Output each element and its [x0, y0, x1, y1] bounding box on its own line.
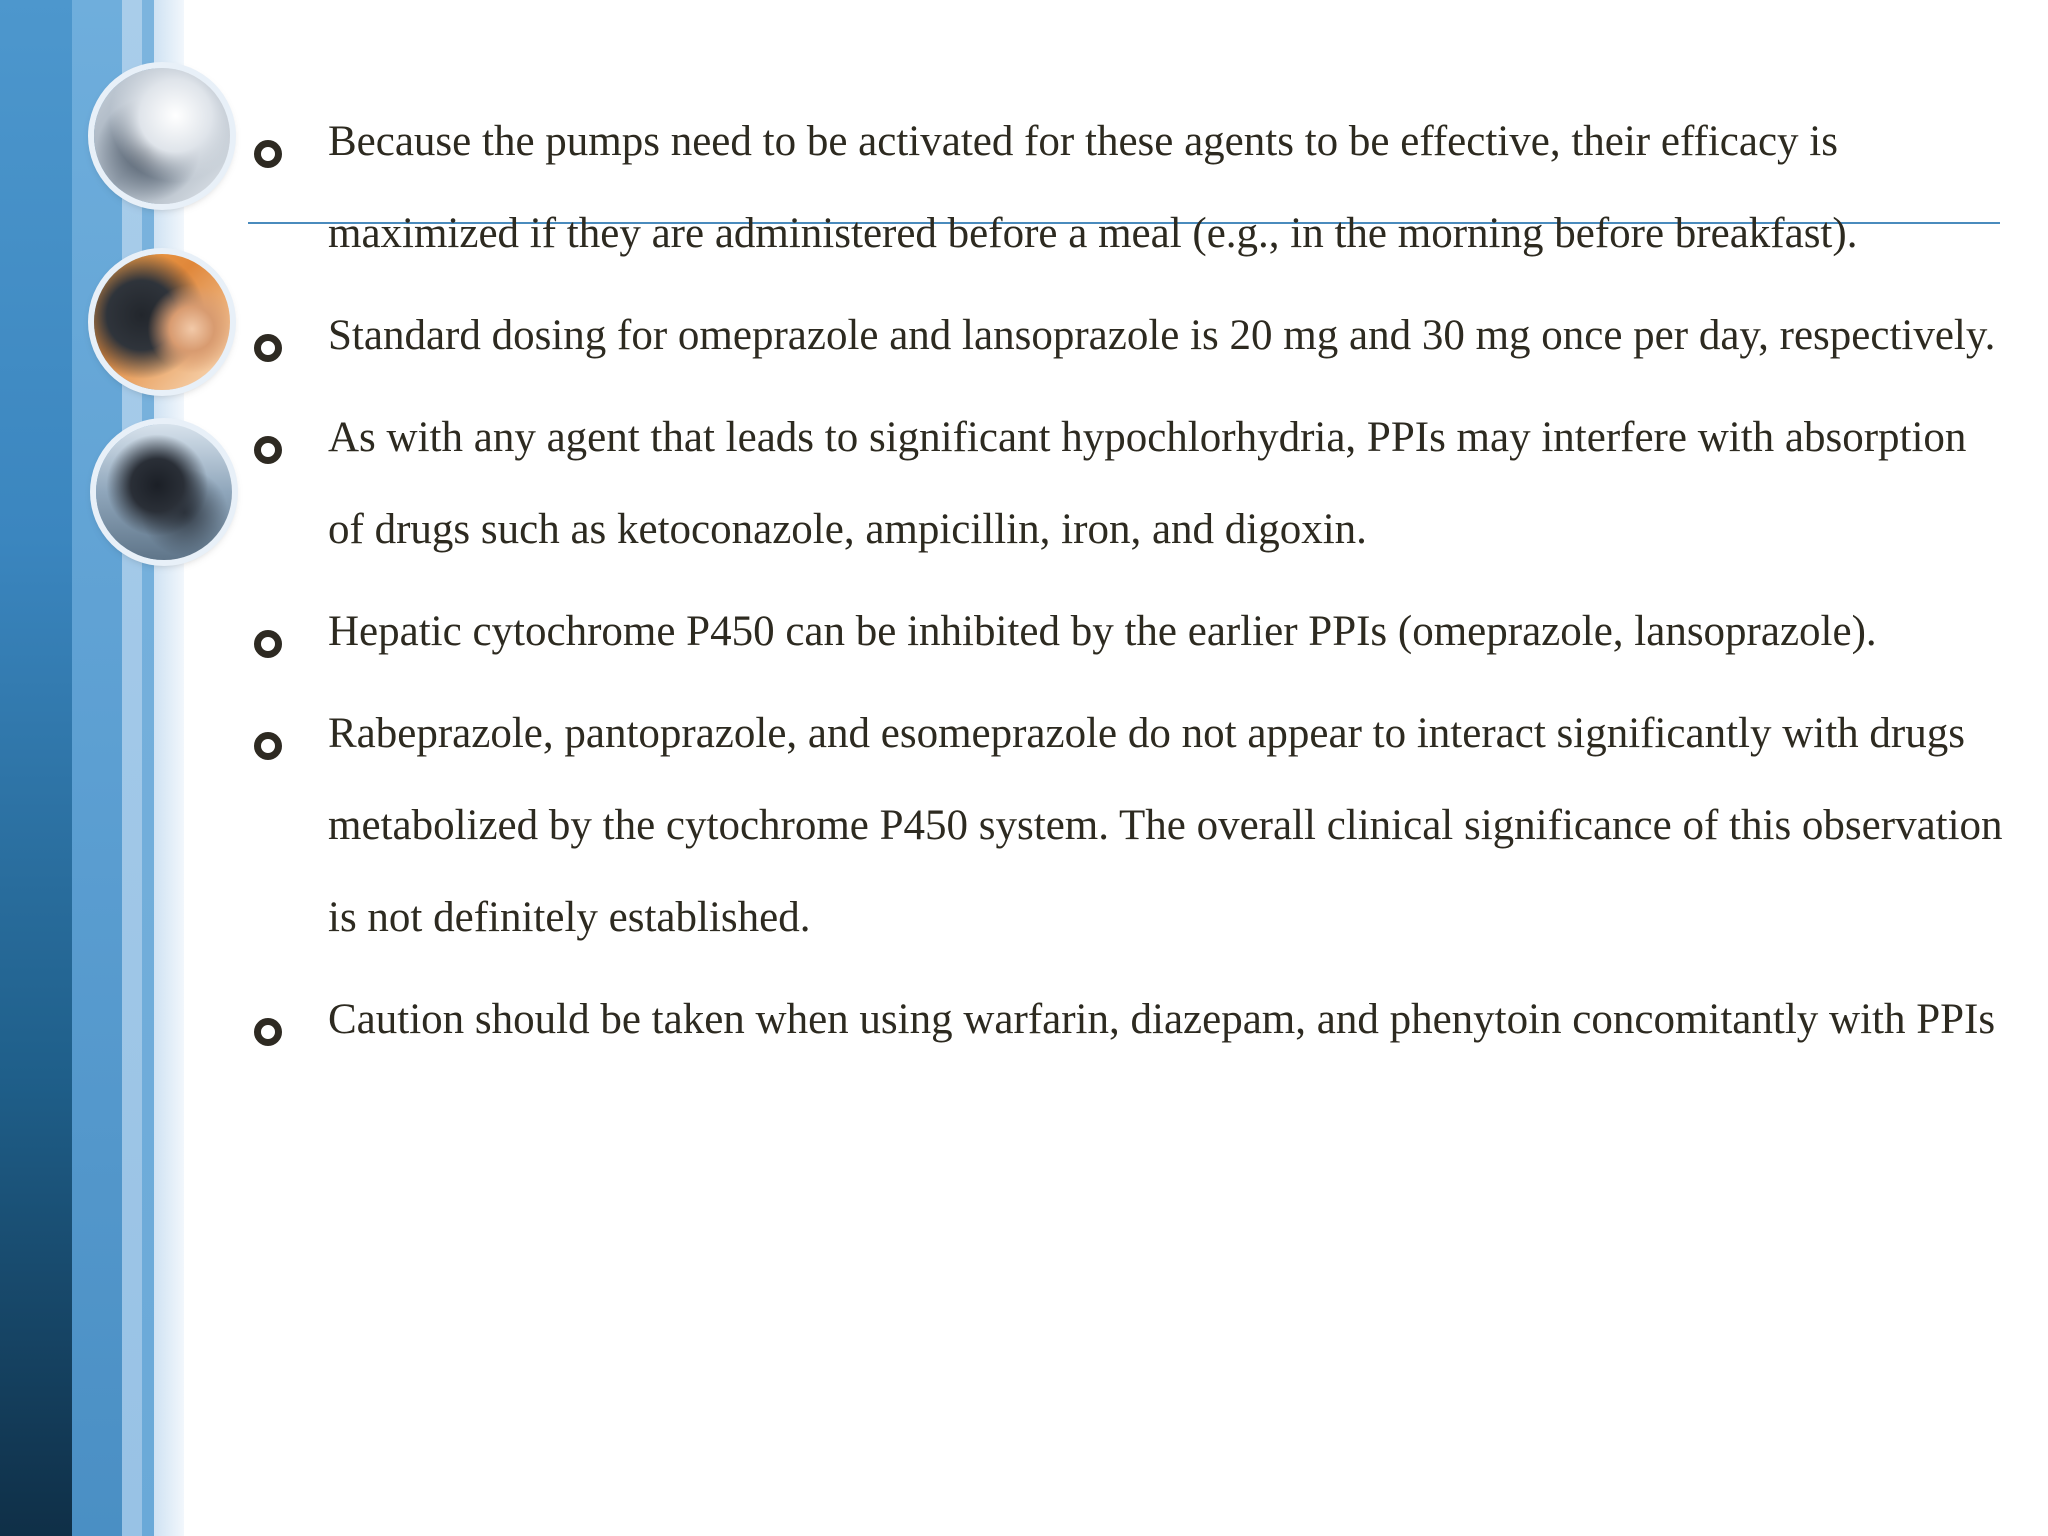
left-band-mid: [72, 0, 122, 1536]
walking-people-photo: [96, 424, 232, 560]
bullet-text: Hepatic cytochrome P450 can be inhibited by the earlier PPIs (omeprazole, lansoprazole).: [328, 608, 1877, 655]
bullet-list: [250, 120, 2010, 1100]
list-item: [250, 120, 2010, 304]
list-item: [250, 998, 2010, 1090]
left-band-light: [122, 0, 142, 1536]
stethoscope-photo: [94, 68, 230, 204]
bullet-ring-icon: [254, 436, 282, 464]
list-item: [250, 416, 2010, 600]
bullet-text: Caution should be taken when using warfarin, diazepam, and phenytoin concomitantly with PPIs: [328, 996, 1996, 1043]
bullet-ring-icon: [254, 1018, 282, 1046]
bullet-ring-icon: [254, 334, 282, 362]
bullet-text: As with any agent that leads to significant hypochlorhydria, PPIs may interfere with absorption of drugs such as ketoconazole, ampicillin, iron, and digoxin.: [328, 414, 1967, 553]
business-people-photo: [94, 254, 230, 390]
bullet-text: Because the pumps need to be activated for these agents to be effective, their efficacy is maximized if they are administered before a meal (e.g., in the morning before breakfast).: [328, 118, 1858, 257]
bullet-text: Standard dosing for omeprazole and lansoprazole is 20 mg and 30 mg once per day, respectively.: [328, 312, 1996, 359]
bullet-ring-icon: [254, 630, 282, 658]
list-item: [250, 712, 2010, 988]
left-band-stripe: [142, 0, 154, 1536]
bullet-ring-icon: [254, 140, 282, 168]
left-band-dark: [0, 0, 72, 1536]
bullet-text: Rabeprazole, pantoprazole, and esomeprazole do not appear to interact significantly with drugs metabolized by the cytochrome P450 system. The overall clinical significance of this observation is not definitely established.: [328, 710, 2003, 941]
left-band-fade: [154, 0, 184, 1536]
bullet-ring-icon: [254, 732, 282, 760]
